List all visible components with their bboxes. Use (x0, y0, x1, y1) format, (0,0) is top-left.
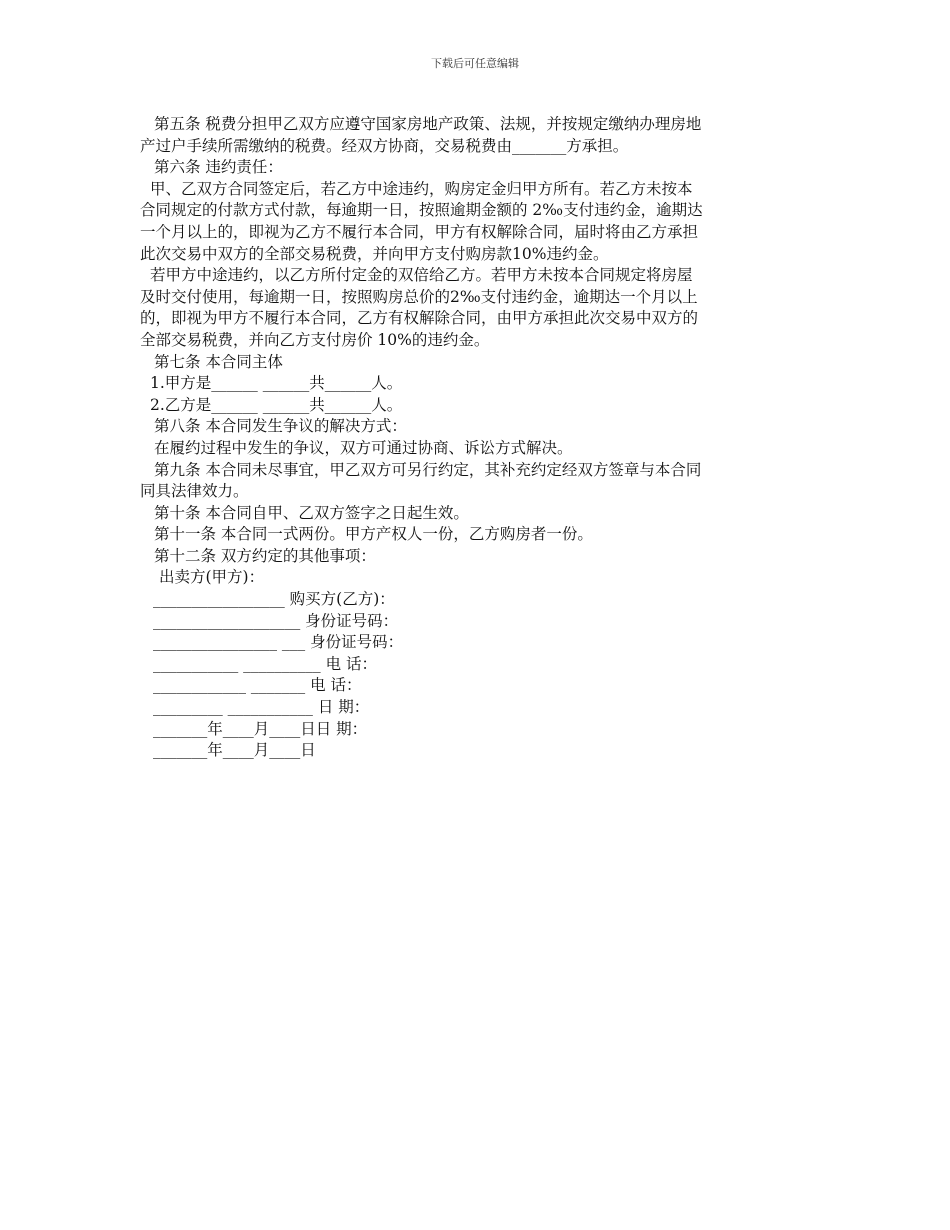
article-6-p2-line-1: 若甲方中途违约，以乙方所付定金的双倍给乙方。若甲方未按本合同规定将房屋 (150, 266, 693, 285)
signature-row-3: ________________ ___ 身份证号码： (153, 633, 404, 652)
article-12: 第十二条 双方约定的其他事项： (154, 546, 376, 565)
article-11: 第十一条 本合同一式两份。甲方产权人一份，乙方购房者一份。 (154, 525, 593, 544)
article-5-line-2: 产过户手续所需缴纳的税费。经双方协商，交易税费由_______方承担。 (140, 136, 629, 155)
article-6-p1-line-2: 合同规定的付款方式付款，每逾期一日，按照逾期金额的 2‰支付违约金，逾期达 (140, 201, 703, 220)
article-9-line-2: 同具法律效力。 (140, 482, 249, 501)
article-6-title: 第六条 违约责任： (154, 158, 283, 177)
article-5-line-1: 第五条 税费分担甲乙双方应遵守国家房地产政策、法规，并按规定缴纳办理房地 (154, 115, 702, 133)
signature-row-4: ___________ __________ 电 话： (153, 654, 378, 673)
seller-label: 出卖方(甲方)： (159, 568, 265, 587)
contract-body (140, 114, 815, 762)
signature-row-5: ____________ _______ 电 话： (153, 676, 362, 695)
signature-row-7: _______年____月____日日 期： (153, 719, 368, 738)
signature-row-1: _________________ 购买方(乙方)： (153, 590, 395, 609)
article-8-title: 第八条 本合同发生争议的解决方式： (154, 417, 407, 436)
article-6-p2-line-3: 的，即视为甲方不履行本合同，乙方有权解除合同，由甲方承担此次交易中双方的 (140, 309, 699, 328)
article-6-p1-line-3: 一个月以上的，即视为乙方不履行本合同，甲方有权解除合同，届时将由乙方承担 (140, 222, 699, 241)
article-6-p2-line-2: 及时交付使用，每逾期一日，按照购房总价的2‰支付违约金，逾期达一个月以上 (140, 287, 698, 306)
article-8-body: 在履约过程中发生的争议，双方可通过协商、诉讼方式解决。 (154, 438, 573, 457)
article-9-line-1: 第九条 本合同未尽事宜，甲乙双方可另行约定，其补充约定经双方签章与本合同 (154, 460, 702, 479)
article-7-title: 第七条 本合同主体 (154, 352, 283, 371)
article-7-item-1: 1.甲方是______ ______共______人。 (150, 374, 403, 393)
signature-row-8: _______年____月____日 (153, 741, 316, 760)
article-6-p2-line-4: 全部交易税费，并向乙方支付房价 10%的违约金。 (140, 330, 490, 349)
article-7-item-2: 2.乙方是______ ______共______人。 (150, 395, 403, 414)
signature-row-6: _________ ___________ 日 期： (153, 698, 370, 717)
article-6-p1-line-4: 此次交易中双方的全部交易税费，并向甲方支付购房款10%违约金。 (140, 244, 609, 263)
page-header: 下载后可任意编辑 (431, 57, 519, 70)
article-6-p1-line-1: 甲、乙双方合同签定后，若乙方中途违约，购房定金归甲方所有。若乙方未按本 (150, 179, 693, 198)
article-10: 第十条 本合同自甲、乙双方签字之日起生效。 (154, 503, 469, 522)
signature-row-2: ___________________ 身份证号码： (153, 611, 399, 630)
